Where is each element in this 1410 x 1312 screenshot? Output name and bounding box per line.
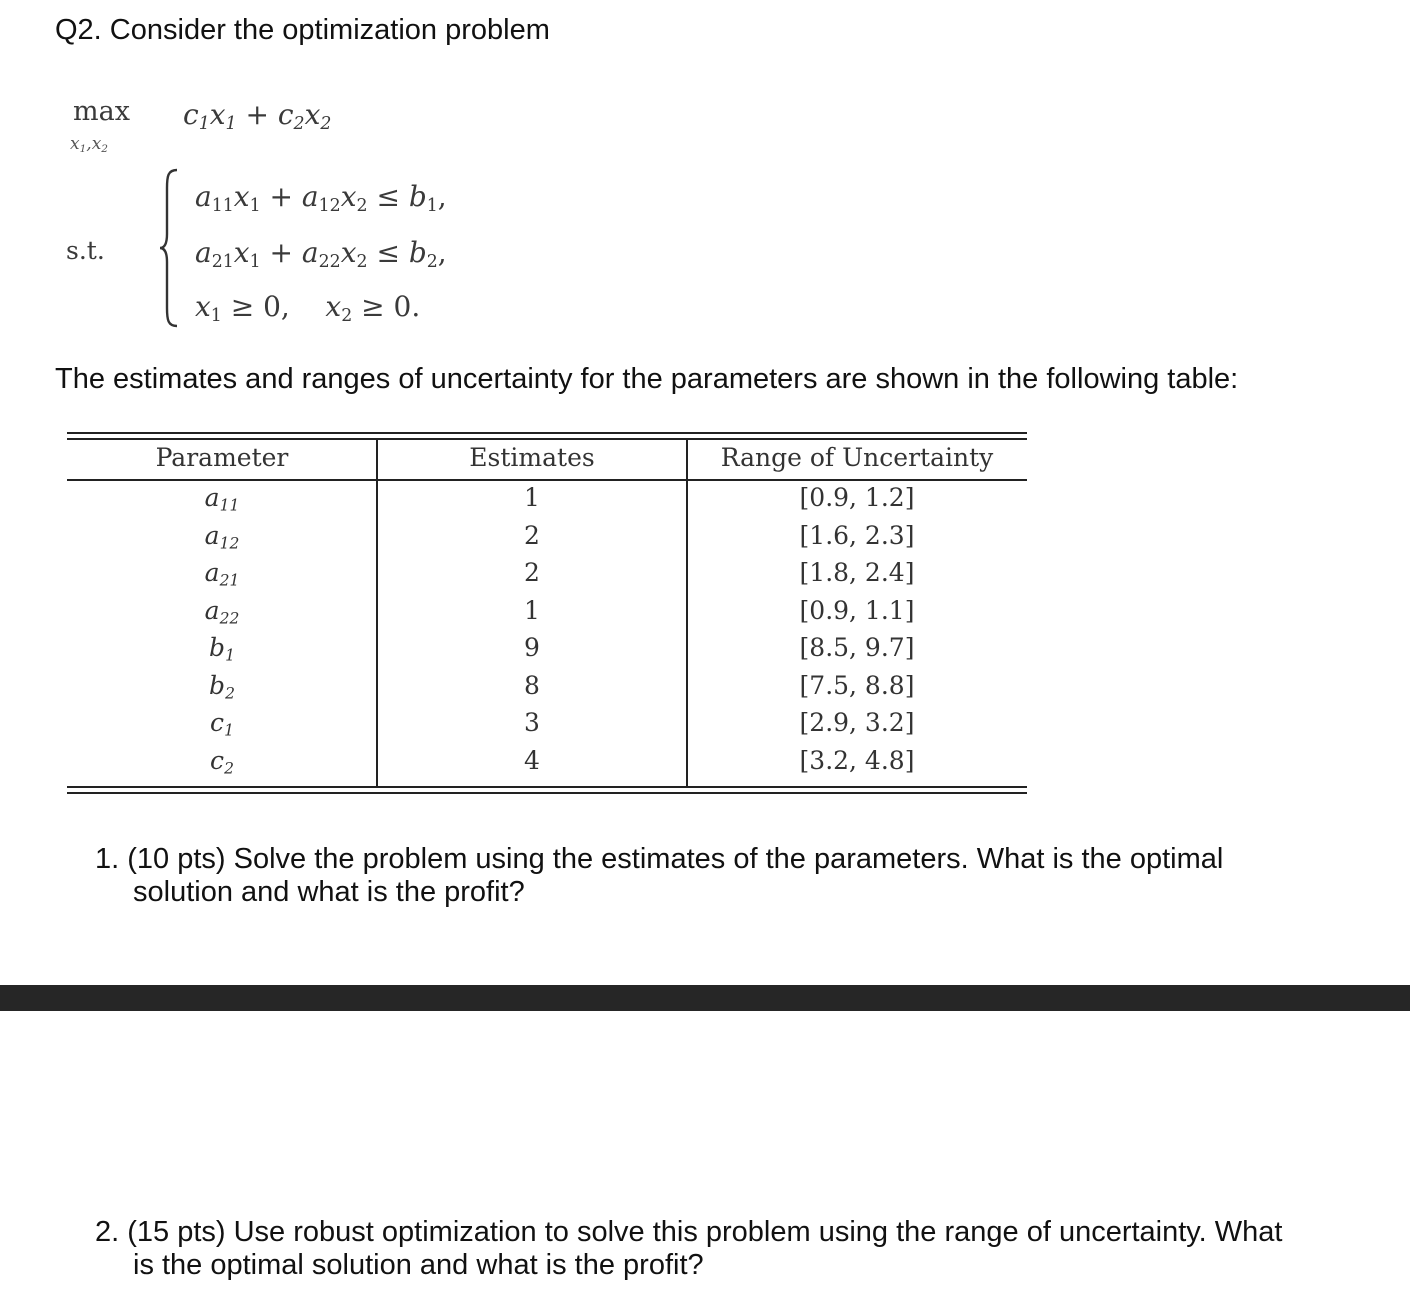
table-intro: The estimates and ranges of uncertainty for the parameters are shown in the following table: (55, 363, 1239, 395)
parameter-table (67, 432, 1027, 796)
table-cell-range: [1.6, 2.3] (799, 520, 915, 550)
table-cell-parameter: $a_{21}$ (204, 558, 240, 590)
table-cell-parameter: $a_{12}$ (204, 520, 240, 553)
task-2-line-1: 2. (15 pts) Use robust optimization to solve this problem using the range of uncertainty. What (95, 1216, 1283, 1248)
task-1 (95, 843, 1223, 909)
table-cell-parameter: $a_{11}$ (204, 483, 240, 515)
task-1-line-1: 1. (10 pts) Solve the problem using the estimates of the parameters. What is the optimal (95, 843, 1224, 875)
max-operator: max (73, 96, 130, 127)
constraint-1: $a_{11}x_1 + a_{12}x_2 \le b_1$, (195, 180, 447, 217)
table-cell-parameter: $b_1$ (209, 633, 235, 665)
table-cell-range: [8.5, 9.7] (799, 633, 915, 662)
table-cell-estimate: 8 (524, 670, 540, 700)
table-cell-range: [2.9, 3.2] (799, 708, 915, 737)
table-cell-estimate: 1 (524, 595, 540, 625)
table-cell-range: [1.8, 2.4] (799, 558, 915, 587)
table-cell-parameter: $c_2$ (210, 745, 234, 778)
header-estimates: Estimates (469, 443, 595, 472)
table-cell-range: [0.9, 1.2] (799, 483, 915, 512)
constraint-2: $a_{21}x_1 + a_{22}x_2 \le b_2$, (195, 236, 447, 273)
task-2 (95, 1216, 1282, 1282)
header-parameter: Parameter (155, 443, 289, 472)
separator-bar (0, 985, 1410, 1011)
question-title: Q2. Consider the optimization problem (55, 14, 550, 46)
table-cell-estimate: 9 (524, 633, 540, 662)
table-cell-estimate: 4 (524, 745, 540, 775)
table-cell-range: [3.2, 4.8] (799, 745, 915, 775)
table-top-rule-inner (67, 438, 1027, 440)
table-cell-parameter: $b_2$ (209, 670, 235, 703)
table-bottom-rule (67, 792, 1027, 794)
table-cell-range: [7.5, 8.8] (799, 670, 915, 700)
table-cell-estimate: 1 (524, 483, 540, 512)
table-bottom-rule-inner (67, 786, 1027, 788)
table-top-rule (67, 432, 1027, 434)
header-range: Range of Uncertainty (720, 443, 994, 472)
constraint-brace (158, 168, 180, 328)
table-cell-estimate: 3 (524, 708, 540, 737)
table-cell-parameter: $a_{22}$ (204, 595, 240, 628)
objective-function: $c_1x_1 + c_2x_2$ (183, 98, 332, 135)
constraint-nonnegativity: $x_1 \ge 0$, $x_2 \ge 0$. (195, 290, 421, 327)
max-variables: $x_1,x_2$ (70, 134, 108, 156)
subject-to-label: s.t. (66, 236, 105, 265)
task-2-line-2: is the optimal solution and what is the profit? (133, 1249, 704, 1281)
table-cell-range: [0.9, 1.1] (799, 595, 915, 625)
task-1-line-2: solution and what is the profit? (133, 876, 525, 908)
table-cell-estimate: 2 (524, 520, 540, 550)
table-cell-parameter: $c_1$ (210, 708, 234, 740)
table-cell-estimate: 2 (524, 558, 540, 587)
